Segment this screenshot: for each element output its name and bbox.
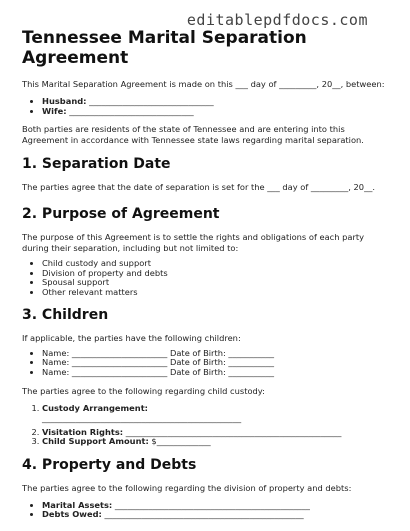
parties-list <box>22 97 392 116</box>
purpose-item: • Child custody and support <box>42 259 392 269</box>
children-text: If applicable, the parties have the following children: <box>22 332 241 343</box>
purpose-item: • Other relevant matters <box>42 288 392 298</box>
document-title: Tennessee Marital Separation Agreement <box>22 28 307 68</box>
visitation-rights-blank[interactable]: ____________________________________________________ <box>123 426 342 437</box>
husband-blank[interactable]: ______________________________ <box>86 96 214 106</box>
custody-list <box>22 404 392 446</box>
child-support-field[interactable] <box>42 437 392 447</box>
child-row[interactable]: • Name: _______________________ Date of Birth: ___________ <box>42 358 392 368</box>
debts-owed-blank[interactable]: ________________________________________________ <box>101 509 304 520</box>
child-support-blank[interactable]: $_____________ <box>148 436 211 447</box>
purpose-item: • Division of property and debts <box>42 269 392 279</box>
child-support-label: Child Support Amount: <box>42 436 149 447</box>
debts-owed-field[interactable] <box>42 510 392 520</box>
wife-field[interactable] <box>42 107 392 117</box>
child-row[interactable]: • Name: _______________________ Date of Birth: ___________ <box>42 349 392 359</box>
purpose-list <box>22 259 392 297</box>
debts-owed-label: Debts Owed: <box>42 509 102 520</box>
child-row[interactable]: • Name: _______________________ Date of Birth: ___________ <box>42 368 392 378</box>
intro-text: This Marital Separation Agreement is made on this ___ day of _________, 20__, between: <box>22 79 385 89</box>
visitation-rights-label: Visitation Rights: <box>42 426 124 437</box>
site-watermark: editablepdfdocs.com <box>186 11 368 29</box>
marital-assets-label: Marital Assets: <box>42 499 113 510</box>
property-list <box>22 501 392 520</box>
children-list <box>22 349 392 378</box>
document-page <box>22 28 392 520</box>
wife-blank[interactable]: ______________________________ <box>66 105 194 116</box>
section-heading-purpose: 2. Purpose of Agreement <box>22 206 220 223</box>
section-heading-children: 3. Children <box>22 306 109 323</box>
section-heading-property: 4. Property and Debts <box>22 456 197 473</box>
wife-label: Wife: <box>42 105 67 116</box>
custody-arrangement-label: Custody Arrangement: <box>42 403 148 414</box>
husband-label: Husband: <box>42 96 87 106</box>
section-heading-separation-date: 1. Separation Date <box>22 156 171 173</box>
purpose-item: • Spousal support <box>42 278 392 288</box>
custody-text: The parties agree to the following regarding child custody: <box>22 386 265 397</box>
purpose-text: The purpose of this Agreement is to settle the rights and obligations of each party during their separation, including but not limited to: <box>22 232 365 254</box>
custody-arrangement-blank[interactable]: ________________________________________________ <box>42 412 242 423</box>
separation-date-text: The parties agree that the date of separation is set for the ___ day of _________, 20__. <box>22 182 376 193</box>
marital-assets-blank[interactable]: _______________________________________________ <box>112 499 310 510</box>
property-text: The parties agree to the following regarding the division of property and debts: <box>22 482 352 493</box>
residents-text: Both parties are residents of the state of Tennessee and are entering into this Agreement in accordance with Tennessee state laws regarding marital separation. <box>22 124 364 146</box>
custody-arrangement-field[interactable] <box>42 404 392 423</box>
